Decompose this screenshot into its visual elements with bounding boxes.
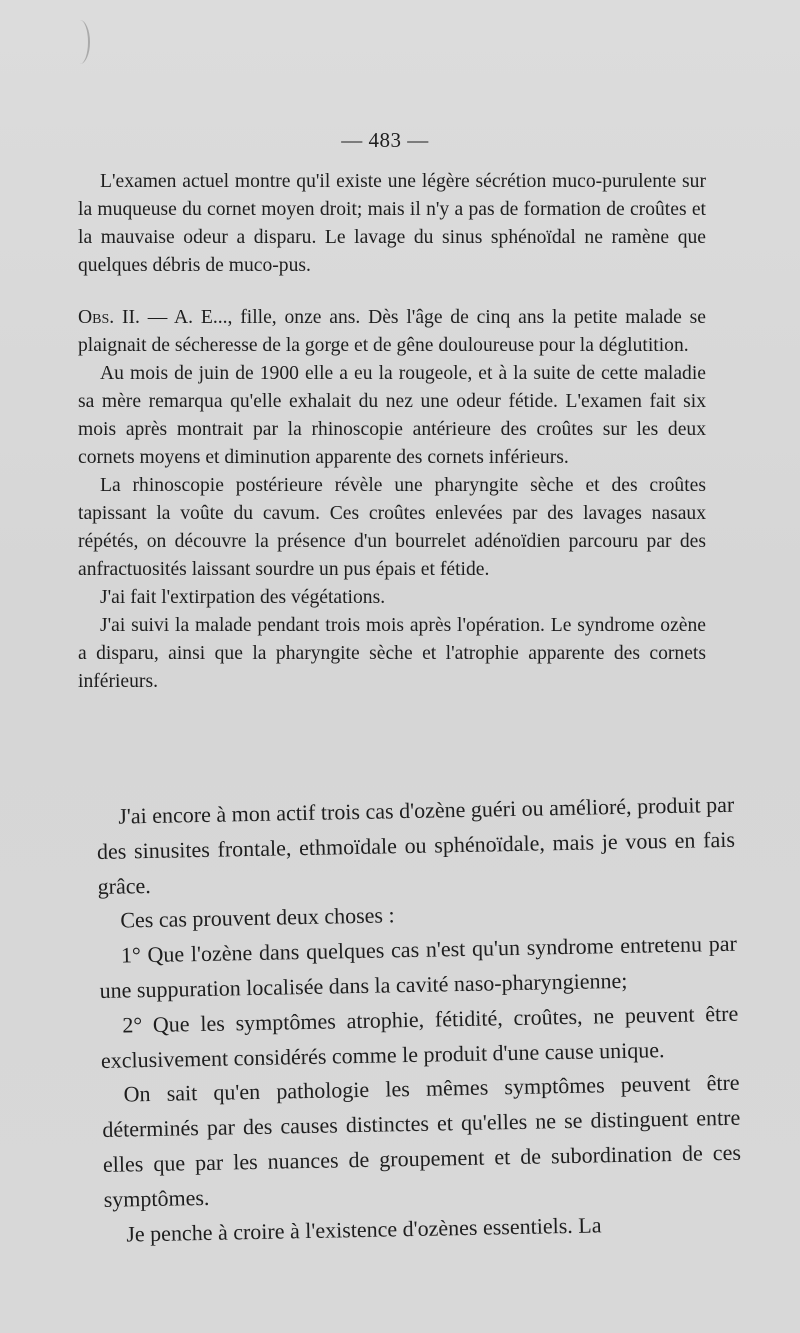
paragraph-ozenes-essentiels: Je penche à croire à l'existence d'ozènes essentiels. La [126,1211,602,1247]
paragraph-suivi: J'ai suivi la malade pendant trois mois après l'opération. Le syndrome ozène a disparu, ainsi que la pharyngite sèche et l'atrophie apparente des cornets inférieurs. [78,615,706,692]
page-edge-mark [70,20,90,64]
paragraph-point-2: 2° Que les symptômes atrophie, fétidité, croûtes, ne peuvent être exclusivement considérés comme le produit d'une cause unique. [100,1000,739,1073]
paragraph-extirpation: J'ai fait l'extirpation des végétations. [100,587,386,608]
observation-text: — A. E..., fille, onze ans. Dès l'âge de cinq ans la petite malade se plaignait de sécheresse de la gorge et de gêne douloureuse pour la déglutition. [78,307,706,356]
paragraph-obs-ii [78,304,706,360]
paragraph-point-1: 1° Que l'ozène dans quelques cas n'est qu'un syndrome entretenu par une suppuration localisée dans la cavité naso-pharyngienne; [99,930,738,1003]
page-number: — 483 — [341,128,429,152]
discussion-section [96,788,743,1253]
paragraph-trois-cas: J'ai encore à mon actif trois cas d'ozène guéri ou amélioré, produit par des sinusites frontale, ethmoïdale ou sphénoïdale, mais je vous en fais grâce. [96,791,736,899]
paragraph-rougeole: Au mois de juin de 1900 elle a eu la rougeole, et à la suite de cette maladie sa mère remarqua qu'elle exhalait du nez une odeur fétide. L'examen fait six mois après montrait par la rhinoscopie antérieure des croûtes sur les deux cornets moyens et diminution apparente des cornets inférieurs. [78,363,706,468]
paragraph-rhinoscopie: La rhinoscopie postérieure révèle une pharyngite sèche et des croûtes tapissant la voûte du cavum. Ces croûtes enlevées par des lavages nasaux répétés, on découvre la présence d'un bourrelet adénoïdien parcouru par des anfractuosités laissant sourdre un pus épais et fétide. [78,475,706,580]
paragraph-deux-choses: Ces cas prouvent deux choses : [120,902,395,933]
observation-label: Obs. II. [78,307,140,328]
paragraph-pathologie: On sait qu'en pathologie les mêmes symptômes peuvent être déterminés par des causes distinctes et qu'elles ne se distinguent entre elles que par les nuances de groupement et de subordination de ces symptômes. [102,1070,742,1212]
paragraph-examen: L'examen actuel montre qu'il existe une légère sécrétion muco-purulente sur la muqueuse du cornet moyen droit; mais il n'y a pas de formation de croûtes et la mauvaise odeur a disparu. Le lavage du sinus sphénoïdal ne ramène que quelques débris de muco-pus. [78,171,706,276]
observation-section [78,168,706,696]
